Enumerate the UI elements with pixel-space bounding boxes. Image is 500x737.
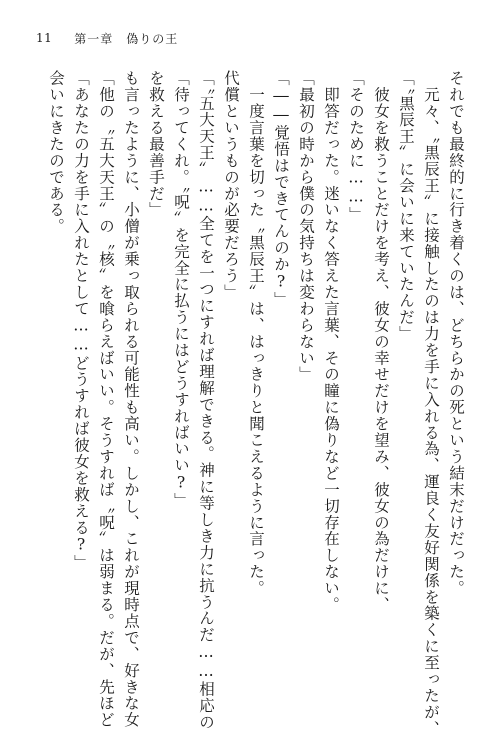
text-column: 彼女を救うことだけを考え、彼女の幸せだけを望み、彼女の為だけに、 [372, 70, 390, 613]
text-column: 「最初の時から僕の気持ちは変わらない」 [297, 70, 315, 383]
chapter-title: 第一章 偽りの王 [74, 31, 179, 46]
running-header [36, 28, 464, 48]
text-column: を救える最善手だ」 [147, 70, 165, 219]
text-column: 一度言葉を切った〝黒辰王〟は、はっきりと聞こえるように言った。 [247, 70, 265, 597]
text-column: 「そのために……」 [347, 70, 365, 224]
text-column: 「――覚悟はできてんのか?」 [272, 70, 290, 308]
text-column: 「他の〝五大天王〟の〝核〟を喰らえばいい。そうすれば〝呪〟は弱まる。だが、先ほど [97, 70, 115, 728]
text-column: 「待ってくれ。〝呪〟を完全に払うにはどうすればいい?」 [172, 70, 190, 509]
text-column: 元々、〝黒辰王〟に接触したのは力を手に入れる為、運良く友好関係を築くに至ったが、 [422, 70, 440, 737]
text-column: 「〝黒辰王〟に会いに来ていたんだ」 [397, 70, 415, 342]
text-column: 会いにきたのである。 [47, 70, 65, 235]
page-number: 11 [36, 31, 53, 45]
text-column: も言ったように、小僧が乗っ取られる可能性も高い。しかし、これが現時点で、好きな女 [122, 70, 140, 728]
text-column: 即答だった。迷いなく答えた言葉、その瞳に偽りなど一切存在しない。 [322, 70, 340, 613]
text-column: 代償というものが必要だろう」 [222, 70, 240, 301]
text-column: 「〝五大天王〟……全てを一つにすれば理解できる。神に等しき力に抗うんだ……相応の [197, 70, 215, 731]
text-column: 「あなたの力を手に入れたとして……どうすれば彼女を救える?」 [72, 70, 90, 571]
text-column: それでも最終的に行き着くのは、どちらかの死という結末だけだった。 [447, 70, 465, 597]
